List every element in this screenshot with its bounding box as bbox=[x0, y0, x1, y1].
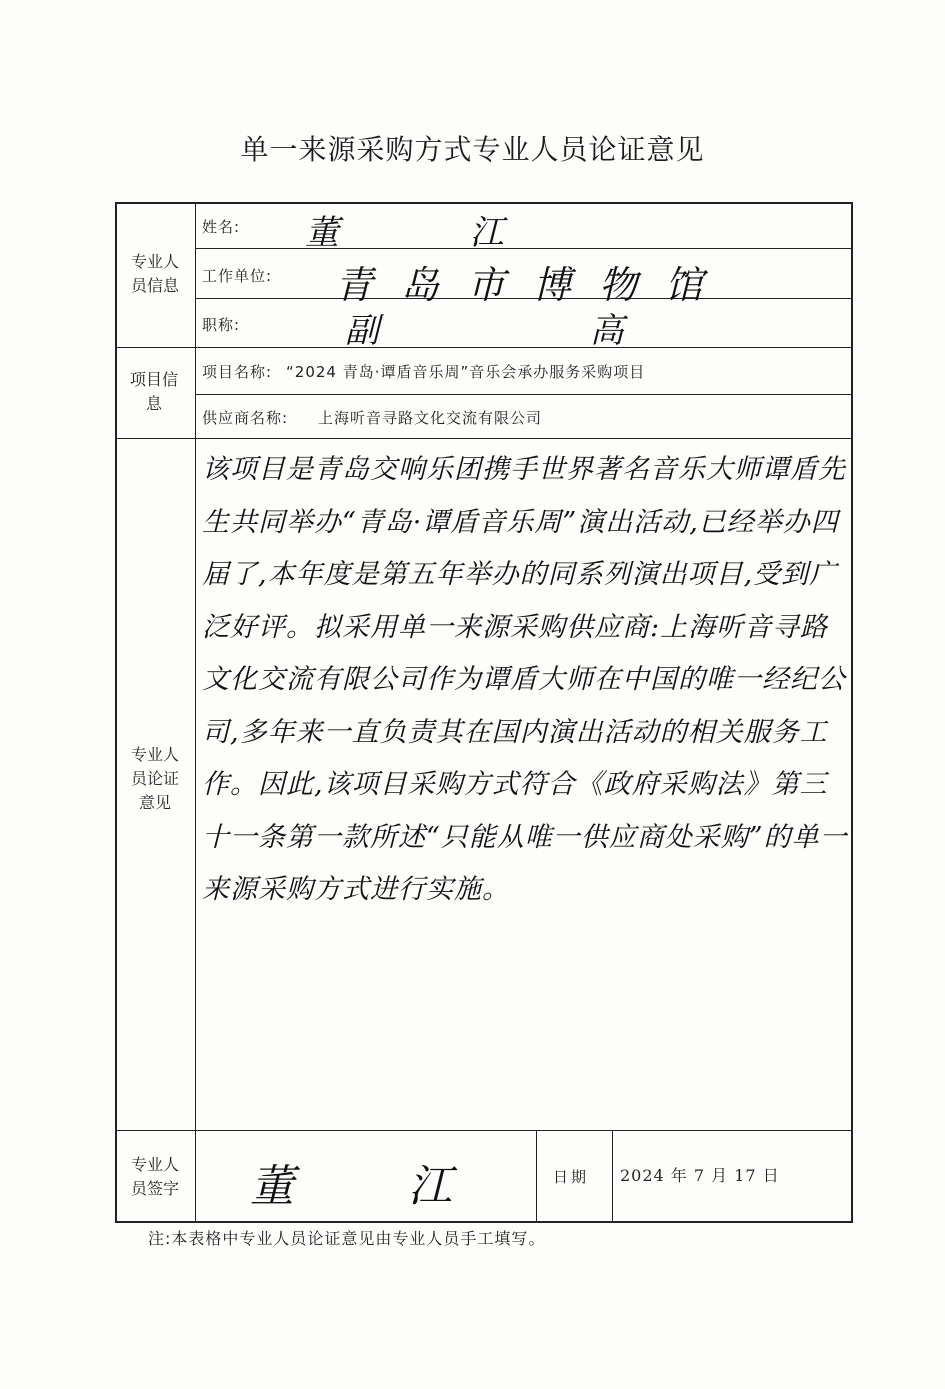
project-name-value: “2024 青岛·谭盾音乐周”音乐会承办服务采购项目 bbox=[286, 363, 646, 381]
name-handwritten: 董 江 bbox=[305, 213, 564, 253]
signature-divider-2 bbox=[612, 1130, 613, 1222]
project-name-label: 项目名称: bbox=[202, 363, 273, 381]
supplier-value: 上海听音寻路文化交流有限公司 bbox=[318, 409, 543, 427]
signature-section-label: 专业人员签字 bbox=[130, 1155, 179, 1198]
opinion-handwritten-text: 该项目是青岛交响乐团携手世界著名音乐大师谭盾先生共同举办“青岛·谭盾音乐周”演出活动,已经举办四届了,本年度是第五年举办的同系列演出项目,受到广泛好评。拟采用单一来源采购供应商:上海听音寻路文化交流有限公司作为谭盾大师在中国的唯一经纪公司,多年来一直负责其在国内演出活动的相关服务工作。因此,该项目采购方式符合《政府采购法》第三十一条第一款所述“只能从唯一供应商处采购”的单一来源采购方式进行实施。 bbox=[202, 454, 848, 905]
name-label: 姓名: bbox=[202, 218, 241, 236]
row-divider-project bbox=[195, 394, 852, 395]
section-divider-opinion bbox=[116, 438, 852, 439]
title-handwritten: 副 高 bbox=[345, 311, 724, 351]
signature-divider-1 bbox=[536, 1130, 537, 1222]
date-value: 2024 年 7 月 17 日 bbox=[620, 1166, 780, 1185]
unit-handwritten: 青岛市博物馆 bbox=[335, 263, 732, 307]
label-column-divider bbox=[195, 203, 196, 1222]
opinion-section-label: 专业人员论证意见 bbox=[130, 745, 179, 812]
project-section-label: 项目信息 bbox=[130, 370, 179, 413]
page-title: 单一来源采购方式专业人员论证意见 bbox=[240, 133, 705, 166]
section-divider-signature bbox=[116, 1130, 852, 1131]
unit-label: 工作单位: bbox=[202, 267, 273, 285]
date-label: 日期 bbox=[553, 1168, 590, 1186]
footnote: 注:本表格中专业人员论证意见由专业人员手工填写。 bbox=[148, 1229, 546, 1248]
supplier-label: 供应商名称: bbox=[202, 409, 289, 427]
signature-handwritten: 董 江 bbox=[250, 1161, 502, 1212]
title-label: 职称: bbox=[202, 316, 241, 334]
personnel-section-label: 专业人员信息 bbox=[130, 252, 179, 295]
